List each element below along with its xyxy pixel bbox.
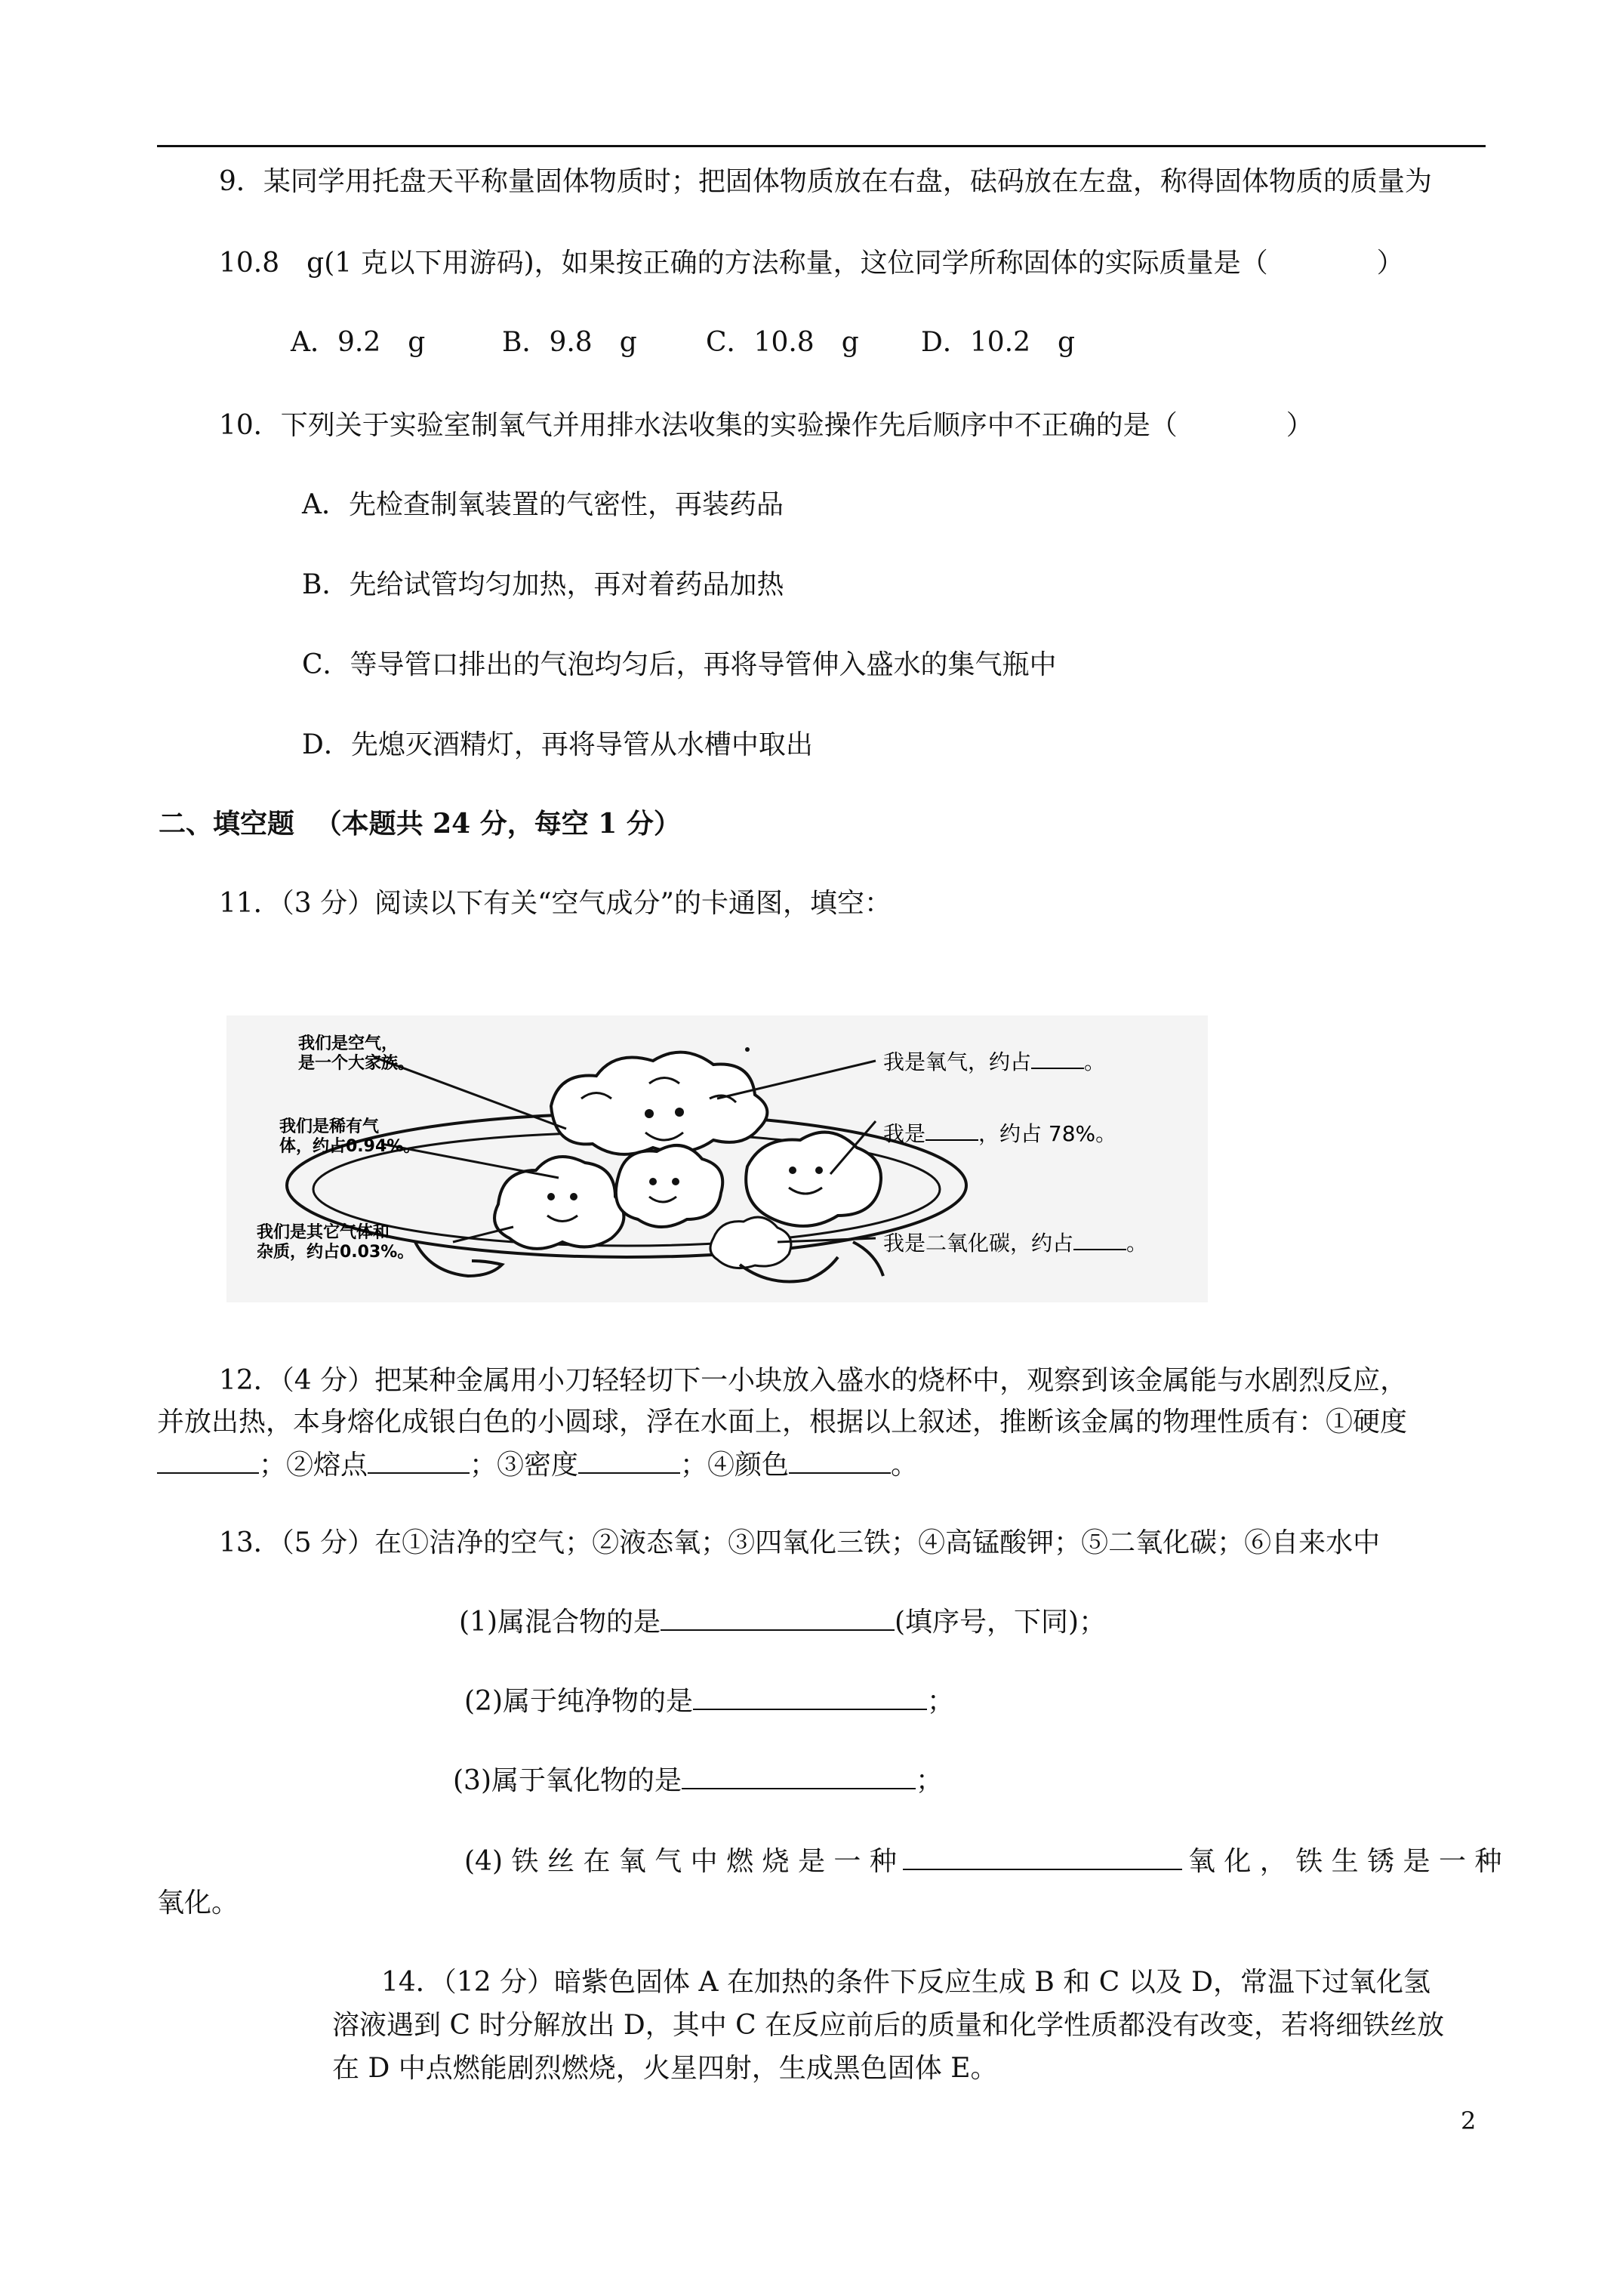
q10-option-c: C．等导管口排出的气泡均匀后，再将导管伸入盛水的集气瓶中: [302, 649, 1057, 680]
q13-sub4: (4) 铁 丝 在 氧 气 中 燃 烧 是 一 种 氧 化 ， 铁 生 锈 是 一 种: [464, 1840, 1501, 1878]
mixture-blank[interactable]: [661, 1602, 895, 1631]
cartoon-label-oxygen: 我是氧气，约占 。: [883, 1046, 1105, 1076]
pure-substance-blank[interactable]: [693, 1681, 927, 1710]
cartoon-label-other-gas: 我们是其它气体和 杂质，约占0.03%。: [257, 1223, 414, 1262]
q13-sub4-end: 氧化。: [157, 1888, 239, 1918]
q14-line2: 溶液遇到 C 时分解放出 D，其中 C 在反应前后的质量和化学性质都没有改变，若将细铁丝放: [332, 2010, 1445, 2041]
co2-blank[interactable]: [1073, 1228, 1126, 1250]
density-blank[interactable]: [578, 1445, 680, 1474]
color-blank[interactable]: [789, 1445, 891, 1474]
q14-line3: 在 D 中点燃能剧烈燃烧，火星四射，生成黑色固体 E。: [332, 2053, 998, 2084]
q11-stem: 11．（3 分）阅读以下有关“空气成分”的卡通图，填空：: [219, 888, 892, 919]
section2-title: 二、填空题: [159, 808, 295, 840]
q10-option-b: B．先给试管均匀加热，再对着药品加热: [302, 569, 784, 600]
q12-line3: ；②熔点 ；③密度 ；④颜色 。: [157, 1444, 918, 1482]
page-number: 2: [1461, 2106, 1477, 2135]
q9-option-b: B．9.8 g: [502, 327, 637, 358]
q14-line1: 14．（12 分）暗紫色固体 A 在加热的条件下反应生成 B 和 C 以及 D，常温下过氧化氢: [381, 1967, 1431, 1998]
q13-sub1: (1)属混合物的是 (填序号，下同)；: [459, 1601, 1106, 1639]
q13-stem: 13．（5 分）在①洁净的空气；②液态氧；③四氧化三铁；④高锰酸钾；⑤二氧化碳；⑥自来水中: [219, 1527, 1381, 1558]
q12-line1: 12．（4 分）把某种金属用小刀轻轻切下一小块放入盛水的烧杯中，观察到该金属能与水剧烈反应，: [219, 1365, 1408, 1396]
air-composition-cartoon: [226, 1015, 1208, 1302]
section2-heading: [159, 803, 681, 841]
q9-option-a: A．9.2 g: [291, 327, 426, 358]
q13-sub2: (2)属于纯净物的是 ；: [464, 1680, 954, 1718]
cartoon-label-air: 我们是空气， 是一个大家族。: [298, 1034, 415, 1073]
q9-line1: 9．某同学用托盘天平称量固体物质时；把固体物质放在右盘，砝码放在左盘，称得固体物质的质量为: [219, 166, 1432, 197]
q9-option-c: C．10.8 g: [706, 327, 859, 358]
q12-line2: 并放出热，本身熔化成银白色的小圆球，浮在水面上，根据以上叙述，推断该金属的物理性质有：①硬度: [157, 1407, 1408, 1438]
section2-note: （本题共 24 分，每空 1 分）: [314, 808, 681, 840]
q9-line2: 10.8 g(1 克以下用游码)，如果按正确的方法称量，这位同学所称固体的实际质量是（ ）: [219, 248, 1404, 279]
burning-oxidation-blank[interactable]: [903, 1841, 1182, 1870]
oxygen-blank[interactable]: [1031, 1046, 1084, 1069]
cartoon-label-co2: 我是二氧化碳，约占 。: [883, 1227, 1147, 1257]
q10-option-a: A．先检查制氧装置的气密性，再装药品: [302, 489, 784, 520]
q10-stem: 10．下列关于实验室制氧气并用排水法收集的实验操作先后顺序中不正确的是（ ）: [219, 410, 1313, 441]
q9-option-d: D．10.2 g: [921, 327, 1076, 358]
q10-option-d: D．先熄灭酒精灯，再将导管从水槽中取出: [302, 729, 813, 760]
melting-point-blank[interactable]: [368, 1445, 470, 1474]
cartoon-label-rare-gas: 我们是稀有气 体，约占0.94%。: [279, 1117, 420, 1156]
hardness-blank[interactable]: [157, 1445, 259, 1474]
header-rule: [157, 145, 1486, 147]
q13-sub3: (3)属于氧化物的是 ；: [453, 1759, 943, 1798]
oxide-blank[interactable]: [682, 1761, 916, 1789]
cartoon-label-nitrogen: 我是 ，约占 78%。: [883, 1117, 1116, 1148]
nitrogen-blank[interactable]: [925, 1118, 978, 1141]
